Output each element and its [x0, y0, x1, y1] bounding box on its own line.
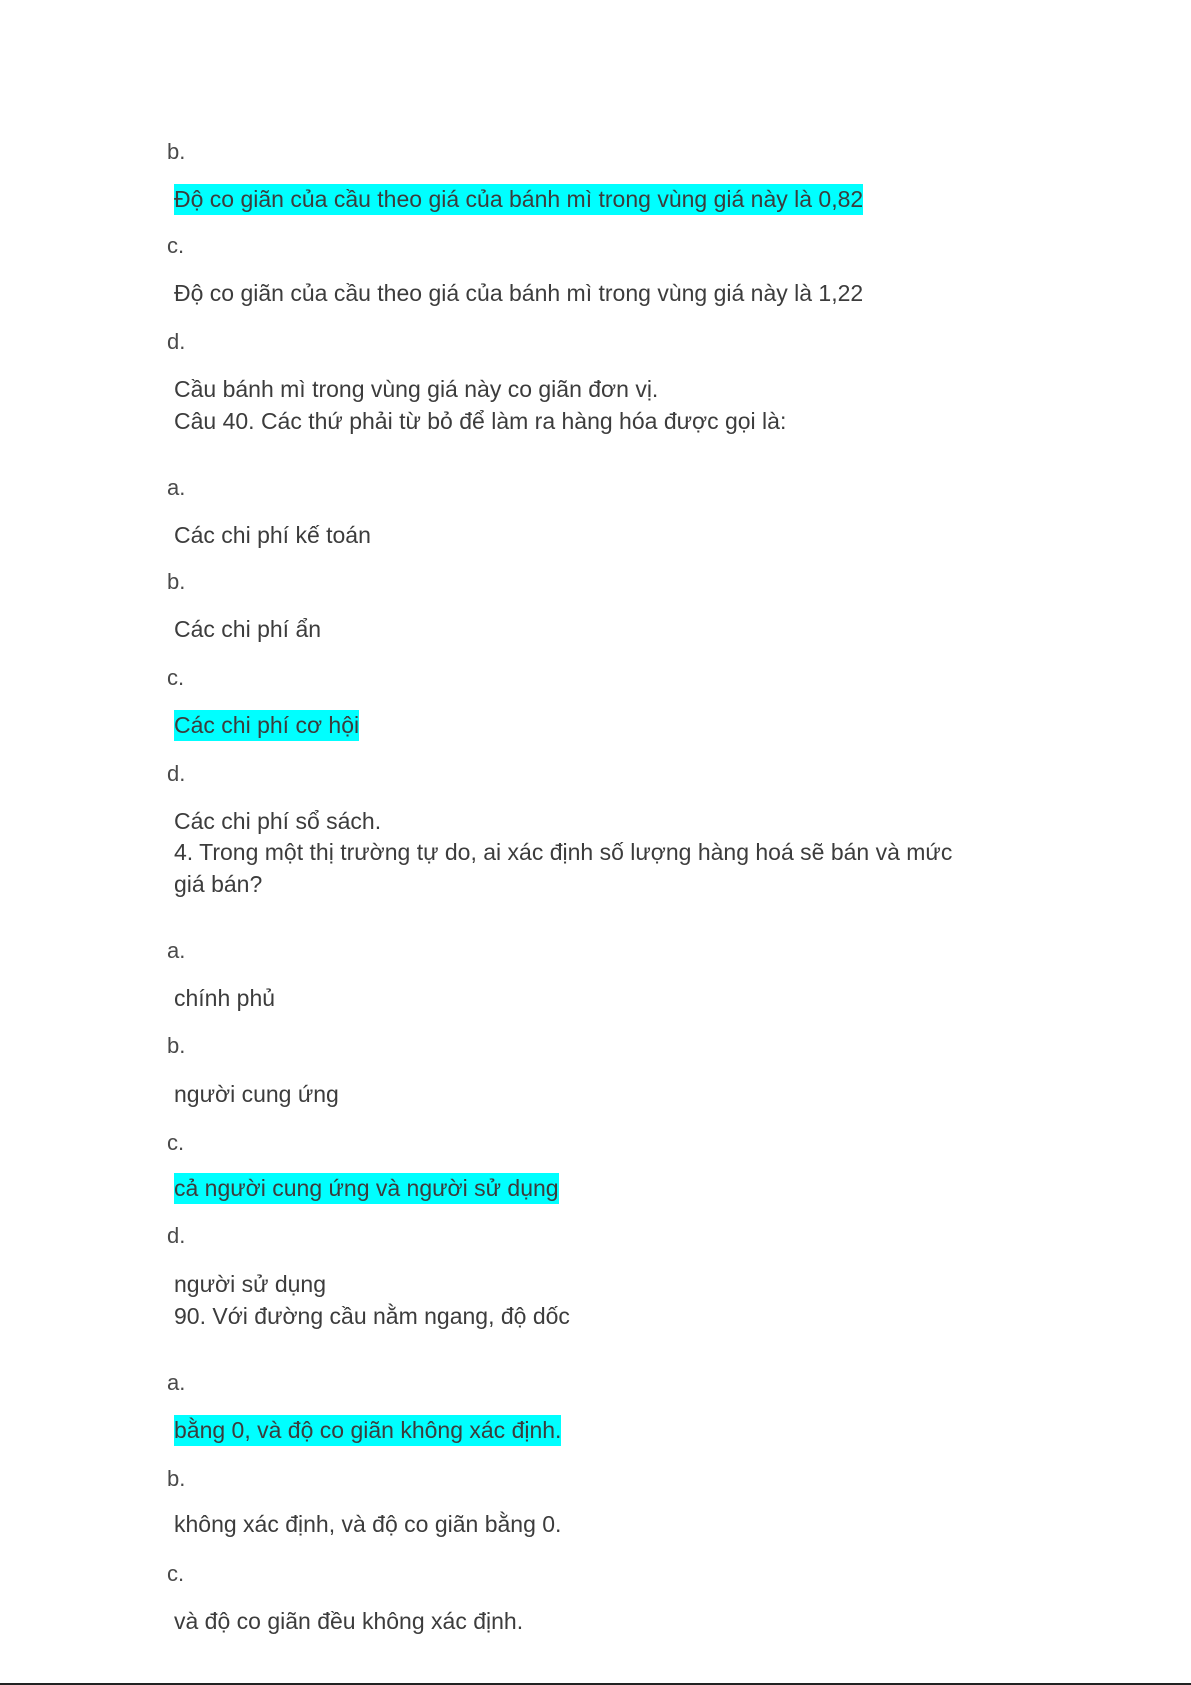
- q40-option-a-letter: a.: [167, 475, 186, 500]
- q4-option-a-letter: a.: [167, 938, 186, 963]
- option-c-letter: c.: [167, 233, 185, 258]
- q40-option-b-text: Các chi phí ẩn: [174, 616, 322, 642]
- q90-option-b-text: không xác định, và độ co giãn bằng 0.: [174, 1511, 562, 1537]
- q90-option-a-answer-highlighted: [174, 1419, 561, 1442]
- q90-option-c-text: và độ co giãn đều không xác định.: [174, 1608, 524, 1634]
- answer-highlight: Các chi phí cơ hội: [174, 710, 359, 741]
- q4-option-c-letter: c.: [167, 1130, 185, 1155]
- answer-highlight: Độ co giãn của cầu theo giá của bánh mì trong vùng giá này là 0,82: [174, 184, 863, 215]
- question-40: Câu 40. Các thứ phải từ bỏ để làm ra hàng hóa được gọi là:: [174, 408, 787, 434]
- q40-option-c-letter: c.: [167, 665, 185, 690]
- option-c-text: Độ co giãn của cầu theo giá của bánh mì trong vùng giá này là 1,22: [174, 280, 864, 306]
- q40-option-a-text: Các chi phí kế toán: [174, 522, 371, 548]
- q4-option-b-text: người cung ứng: [174, 1081, 339, 1107]
- q4-option-a-text: chính phủ: [174, 985, 276, 1011]
- q90-option-b-letter: b.: [167, 1466, 186, 1491]
- q4-option-b-letter: b.: [167, 1033, 186, 1058]
- q90-option-c-letter: c.: [167, 1561, 185, 1586]
- question-4-line-2: giá bán?: [174, 871, 263, 897]
- q90-option-a-letter: a.: [167, 1370, 186, 1395]
- option-d-letter: d.: [167, 329, 186, 354]
- option-d-text: Cầu bánh mì trong vùng giá này co giãn đơn vị.: [174, 376, 659, 402]
- question-90: 90. Với đường cầu nằm ngang, độ dốc: [174, 1303, 570, 1329]
- option-b-letter: b.: [167, 139, 186, 164]
- q4-option-d-letter: d.: [167, 1223, 186, 1248]
- q40-option-c-answer-highlighted: [174, 714, 359, 737]
- q40-option-d-text: Các chi phí sổ sách.: [174, 808, 382, 834]
- answer-highlight: cả người cung ứng và người sử dụng: [174, 1173, 559, 1204]
- q40-option-b-letter: b.: [167, 569, 186, 594]
- q4-option-c-answer-highlighted: [174, 1177, 559, 1200]
- q40-option-d-letter: d.: [167, 761, 186, 786]
- option-b-answer-highlighted: [174, 188, 863, 211]
- answer-highlight: bằng 0, và độ co giãn không xác định.: [174, 1415, 561, 1446]
- q4-option-d-text: người sử dụng: [174, 1271, 327, 1297]
- question-4-line-1: 4. Trong một thị trường tự do, ai xác định số lượng hàng hoá sẽ bán và mức: [174, 839, 953, 865]
